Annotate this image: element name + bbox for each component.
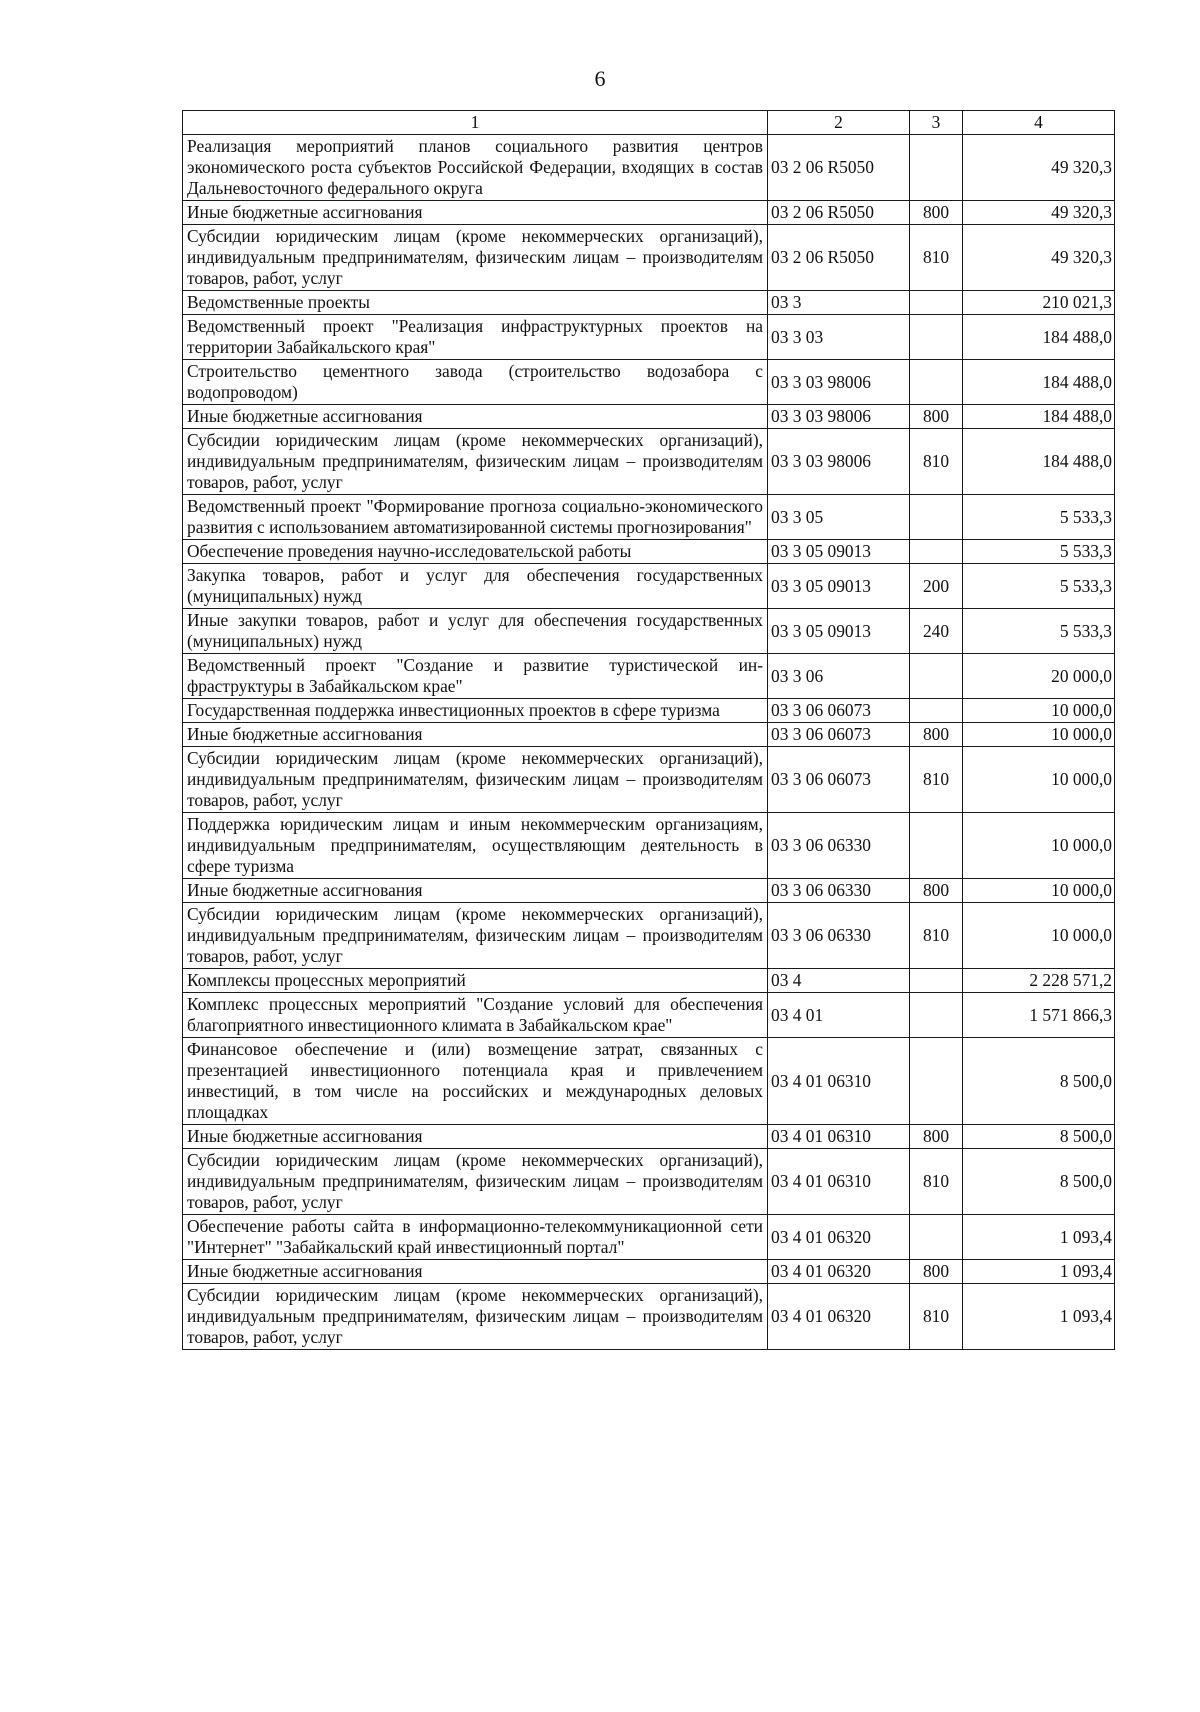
table-row [183, 225, 1115, 291]
row-code-cell: 03 4 01 06320 [768, 1215, 910, 1260]
row-name-cell: Комплексы процессных мероприятий [183, 969, 768, 993]
row-amount-cell: 8 500,0 [963, 1149, 1115, 1215]
row-code-cell: 03 3 05 09013 [768, 540, 910, 564]
row-name-cell: Субсидии юридическим лицам (кроме некоммерческих организаций), индивидуальным предпринимателям, физическим лицам – производителям товаров, работ, услуг [183, 225, 768, 291]
table-row [183, 747, 1115, 813]
row-code-cell: 03 3 03 98006 [768, 360, 910, 405]
row-code-cell: 03 4 01 06320 [768, 1284, 910, 1350]
row-code-cell: 03 3 06 06073 [768, 723, 910, 747]
table-header-row [183, 111, 1115, 135]
row-code-cell: 03 3 05 [768, 495, 910, 540]
table-row [183, 540, 1115, 564]
row-name-cell: Иные закупки товаров, работ и услуг для обеспечения государственных (муниципальных) нужд [183, 609, 768, 654]
row-code-cell: 03 3 06 06330 [768, 879, 910, 903]
row-name-cell: Ведомственный проект "Формирование прогноза социально-экономического развития с использованием автоматизированной системы прогнозирования" [183, 495, 768, 540]
row-code-cell: 03 3 05 09013 [768, 609, 910, 654]
row-amount-cell: 8 500,0 [963, 1125, 1115, 1149]
row-expense-type-cell [910, 969, 963, 993]
row-name-cell: Реализация мероприятий планов социального развития центров экономического роста субъектов Российской Федерации, входящих в состав Дальневосточного федерального округа [183, 135, 768, 201]
column-header-3: 3 [910, 111, 963, 135]
table-row [183, 495, 1115, 540]
row-code-cell: 03 3 06 06330 [768, 903, 910, 969]
column-header-1: 1 [183, 111, 768, 135]
page-number: 6 [594, 66, 606, 91]
row-name-cell: Иные бюджетные ассигнования [183, 723, 768, 747]
row-code-cell: 03 4 01 06310 [768, 1125, 910, 1149]
row-code-cell: 03 3 03 98006 [768, 429, 910, 495]
row-amount-cell: 20 000,0 [963, 654, 1115, 699]
row-amount-cell: 1 093,4 [963, 1215, 1115, 1260]
row-amount-cell: 184 488,0 [963, 429, 1115, 495]
row-amount-cell: 5 533,3 [963, 540, 1115, 564]
table-row [183, 1038, 1115, 1125]
row-name-cell: Субсидии юридическим лицам (кроме некоммерческих организаций), индивидуальным предпринимателям, физическим лицам – производителям товаров, работ, услуг [183, 903, 768, 969]
row-expense-type-cell [910, 315, 963, 360]
row-expense-type-cell: 800 [910, 405, 963, 429]
row-expense-type-cell [910, 1038, 963, 1125]
row-expense-type-cell [910, 813, 963, 879]
row-amount-cell: 10 000,0 [963, 699, 1115, 723]
row-code-cell: 03 4 01 06320 [768, 1260, 910, 1284]
row-code-cell: 03 3 05 09013 [768, 564, 910, 609]
row-amount-cell: 210 021,3 [963, 291, 1115, 315]
row-code-cell: 03 4 01 [768, 993, 910, 1038]
row-expense-type-cell [910, 495, 963, 540]
table-row [183, 429, 1115, 495]
table-row [183, 813, 1115, 879]
row-amount-cell: 49 320,3 [963, 201, 1115, 225]
row-expense-type-cell [910, 135, 963, 201]
row-expense-type-cell: 810 [910, 429, 963, 495]
row-name-cell: Ведомственные проекты [183, 291, 768, 315]
row-expense-type-cell [910, 540, 963, 564]
table-row [183, 315, 1115, 360]
row-code-cell: 03 3 06 06073 [768, 747, 910, 813]
row-expense-type-cell: 810 [910, 747, 963, 813]
row-amount-cell: 10 000,0 [963, 813, 1115, 879]
row-amount-cell: 5 533,3 [963, 495, 1115, 540]
row-amount-cell: 49 320,3 [963, 225, 1115, 291]
table-row [183, 1284, 1115, 1350]
row-code-cell: 03 3 06 [768, 654, 910, 699]
row-expense-type-cell [910, 291, 963, 315]
table-row [183, 201, 1115, 225]
row-expense-type-cell [910, 654, 963, 699]
row-amount-cell: 184 488,0 [963, 360, 1115, 405]
table-row [183, 723, 1115, 747]
row-amount-cell: 2 228 571,2 [963, 969, 1115, 993]
row-expense-type-cell: 800 [910, 723, 963, 747]
row-amount-cell: 10 000,0 [963, 903, 1115, 969]
row-code-cell: 03 2 06 R5050 [768, 201, 910, 225]
row-name-cell: Строительство цементного завода (строительство водозабора с водопроводом) [183, 360, 768, 405]
row-name-cell: Государственная поддержка инвестиционных проектов в сфере туризма [183, 699, 768, 723]
table-row [183, 609, 1115, 654]
table-row [183, 405, 1115, 429]
row-name-cell: Субсидии юридическим лицам (кроме некоммерческих организаций), индивидуальным предпринимателям, физическим лицам – производителям товаров, работ, услуг [183, 1284, 768, 1350]
row-name-cell: Финансовое обеспечение и (или) возмещение затрат, связанных с презентацией инвестиционного потенциала края и привлечением инвестиций, в том числе на российских и международных деловых площадках [183, 1038, 768, 1125]
row-code-cell: 03 2 06 R5050 [768, 135, 910, 201]
row-expense-type-cell: 810 [910, 1284, 963, 1350]
row-code-cell: 03 4 01 06310 [768, 1038, 910, 1125]
row-name-cell: Ведомственный проект "Создание и развитие туристической инфраструктуры в Забайкальском крае" [183, 654, 768, 699]
row-expense-type-cell: 800 [910, 201, 963, 225]
row-expense-type-cell: 800 [910, 879, 963, 903]
row-expense-type-cell [910, 993, 963, 1038]
row-name-cell: Комплекс процессных мероприятий "Создание условий для обеспечения благоприятного инвестиционного климата в Забайкальском крае" [183, 993, 768, 1038]
row-name-cell: Субсидии юридическим лицам (кроме некоммерческих организаций), индивидуальным предпринимателям, физическим лицам – производителям товаров, работ, услуг [183, 1149, 768, 1215]
row-name-cell: Ведомственный проект "Реализация инфраструктурных проектов на территории Забайкальского края" [183, 315, 768, 360]
table-row [183, 1125, 1115, 1149]
row-name-cell: Субсидии юридическим лицам (кроме некоммерческих организаций), индивидуальным предпринимателям, физическим лицам – производителям товаров, работ, услуг [183, 429, 768, 495]
row-amount-cell: 1 093,4 [963, 1284, 1115, 1350]
table-row [183, 654, 1115, 699]
budget-table [182, 110, 1115, 1350]
table-row [183, 1215, 1115, 1260]
row-code-cell: 03 3 06 06330 [768, 813, 910, 879]
row-name-cell: Иные бюджетные ассигнования [183, 1125, 768, 1149]
row-expense-type-cell [910, 1215, 963, 1260]
row-amount-cell: 184 488,0 [963, 315, 1115, 360]
row-name-cell: Обеспечение работы сайта в информационно-телекоммуникационной сети "Интернет" "Забайкальский край инвестиционный портал" [183, 1215, 768, 1260]
row-code-cell: 03 3 03 98006 [768, 405, 910, 429]
row-code-cell: 03 3 03 [768, 315, 910, 360]
row-amount-cell: 1 571 866,3 [963, 993, 1115, 1038]
table-row [183, 1149, 1115, 1215]
table-row [183, 564, 1115, 609]
table-row [183, 969, 1115, 993]
row-amount-cell: 49 320,3 [963, 135, 1115, 201]
row-amount-cell: 10 000,0 [963, 879, 1115, 903]
row-amount-cell: 184 488,0 [963, 405, 1115, 429]
row-amount-cell: 5 533,3 [963, 564, 1115, 609]
row-expense-type-cell: 800 [910, 1260, 963, 1284]
column-header-4: 4 [963, 111, 1115, 135]
row-amount-cell: 1 093,4 [963, 1260, 1115, 1284]
row-code-cell: 03 3 [768, 291, 910, 315]
table-row [183, 699, 1115, 723]
row-name-cell: Субсидии юридическим лицам (кроме некоммерческих организаций), индивидуальным предпринимателям, физическим лицам – производителям товаров, работ, услуг [183, 747, 768, 813]
row-name-cell: Иные бюджетные ассигнования [183, 201, 768, 225]
row-code-cell: 03 4 01 06310 [768, 1149, 910, 1215]
row-name-cell: Иные бюджетные ассигнования [183, 405, 768, 429]
row-amount-cell: 10 000,0 [963, 723, 1115, 747]
table-row [183, 291, 1115, 315]
table-row [183, 993, 1115, 1038]
row-code-cell: 03 3 06 06073 [768, 699, 910, 723]
row-expense-type-cell [910, 360, 963, 405]
table-row [183, 903, 1115, 969]
row-amount-cell: 10 000,0 [963, 747, 1115, 813]
row-name-cell: Закупка товаров, работ и услуг для обеспечения государственных (муниципальных) нужд [183, 564, 768, 609]
row-expense-type-cell [910, 699, 963, 723]
row-expense-type-cell: 810 [910, 1149, 963, 1215]
row-name-cell: Иные бюджетные ассигнования [183, 879, 768, 903]
row-expense-type-cell: 200 [910, 564, 963, 609]
row-name-cell: Иные бюджетные ассигнования [183, 1260, 768, 1284]
row-name-cell: Обеспечение проведения научно-исследовательской работы [183, 540, 768, 564]
row-code-cell: 03 4 [768, 969, 910, 993]
column-header-2: 2 [768, 111, 910, 135]
row-name-cell: Поддержка юридическим лицам и иным некоммерческим организациям, индивидуальным предпринимателям, осуществляющим деятельность в сфере туризма [183, 813, 768, 879]
table-row [183, 135, 1115, 201]
row-expense-type-cell: 810 [910, 903, 963, 969]
row-code-cell: 03 2 06 R5050 [768, 225, 910, 291]
row-expense-type-cell: 800 [910, 1125, 963, 1149]
table-row [183, 879, 1115, 903]
row-amount-cell: 8 500,0 [963, 1038, 1115, 1125]
table-row [183, 360, 1115, 405]
row-expense-type-cell: 810 [910, 225, 963, 291]
row-expense-type-cell: 240 [910, 609, 963, 654]
row-amount-cell: 5 533,3 [963, 609, 1115, 654]
table-row [183, 1260, 1115, 1284]
